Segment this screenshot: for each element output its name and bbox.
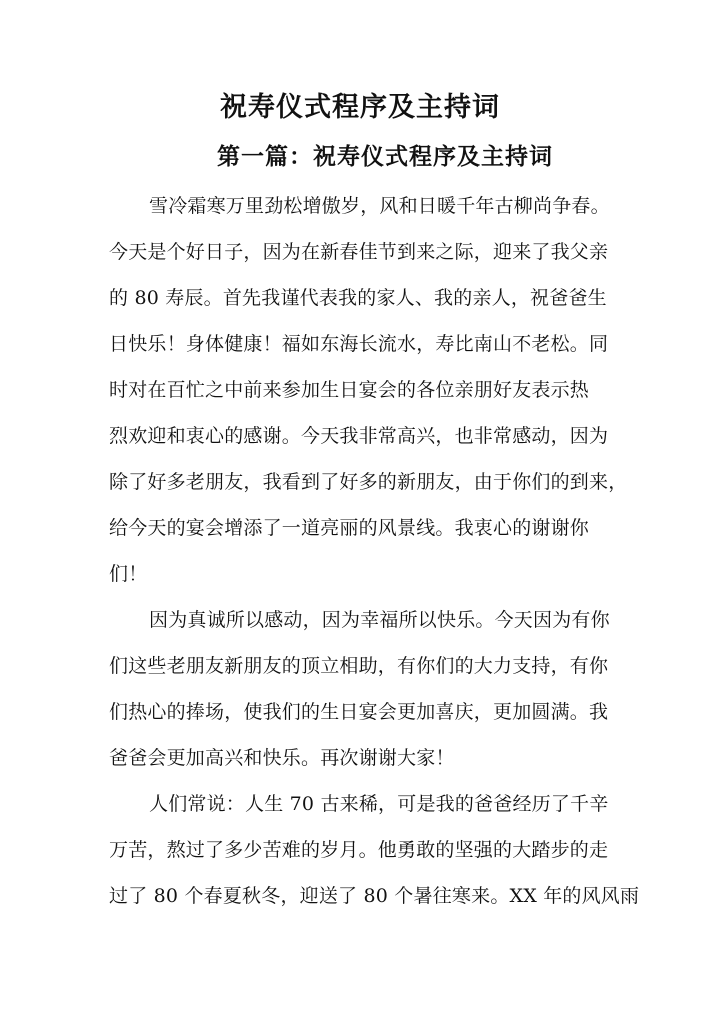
paragraph-1-line-8: 给今天的宴会增添了一道亮丽的风景线。我衷心的谢谢你 <box>109 517 590 539</box>
paragraph-1-line-9: 们！ <box>109 563 148 585</box>
paragraph-1-line-4: 日快乐！身体健康！福如东海长流水，寿比南山不老松。同 <box>109 333 609 355</box>
paragraph-1-line-2: 今天是个好日子，因为在新春佳节到来之际，迎来了我父亲 <box>109 241 609 263</box>
paragraph-3-line-2: 万苦，熬过了多少苦难的岁月。他勇敢的坚强的大踏步的走 <box>109 839 609 861</box>
paragraph-1-line-1: 雪冷霜寒万里劲松增傲岁，风和日暖千年古柳尚争春。 <box>149 195 610 217</box>
paragraph-1-line-6: 烈欢迎和衷心的感谢。今天我非常高兴，也非常感动，因为 <box>109 425 609 447</box>
paragraph-2-line-4: 爸爸会更加高兴和快乐。再次谢谢大家！ <box>109 747 455 769</box>
paragraph-1-line-7: 除了好多老朋友，我看到了好多的新朋友，由于你们的到来， <box>109 471 628 493</box>
paragraph-1-line-5: 时对在百忙之中前来参加生日宴会的各位亲朋好友表示热 <box>109 379 590 401</box>
document-body <box>109 183 640 919</box>
paragraph-2-line-1: 因为真诚所以感动，因为幸福所以快乐。今天因为有你 <box>149 609 610 631</box>
document-title: 祝寿仪式程序及主持词 <box>220 92 500 123</box>
document-subtitle: 第一篇：祝寿仪式程序及主持词 <box>217 143 553 170</box>
paragraph-2-line-3: 们热心的捧场，使我们的生日宴会更加喜庆，更加圆满。我 <box>109 701 609 723</box>
paragraph-3-line-3: 过了 80 个春夏秋冬，迎送了 80 个暑往寒来。XX 年的风风雨 <box>109 885 640 907</box>
paragraph-1-line-3: 的 80 寿辰。首先我谨代表我的家人、我的亲人，祝爸爸生 <box>109 287 607 309</box>
paragraph-3-line-1: 人们常说：人生 70 古来稀，可是我的爸爸经历了千辛 <box>149 793 609 815</box>
paragraph-2-line-2: 们这些老朋友新朋友的顶立相助，有你们的大力支持，有你 <box>109 655 609 677</box>
